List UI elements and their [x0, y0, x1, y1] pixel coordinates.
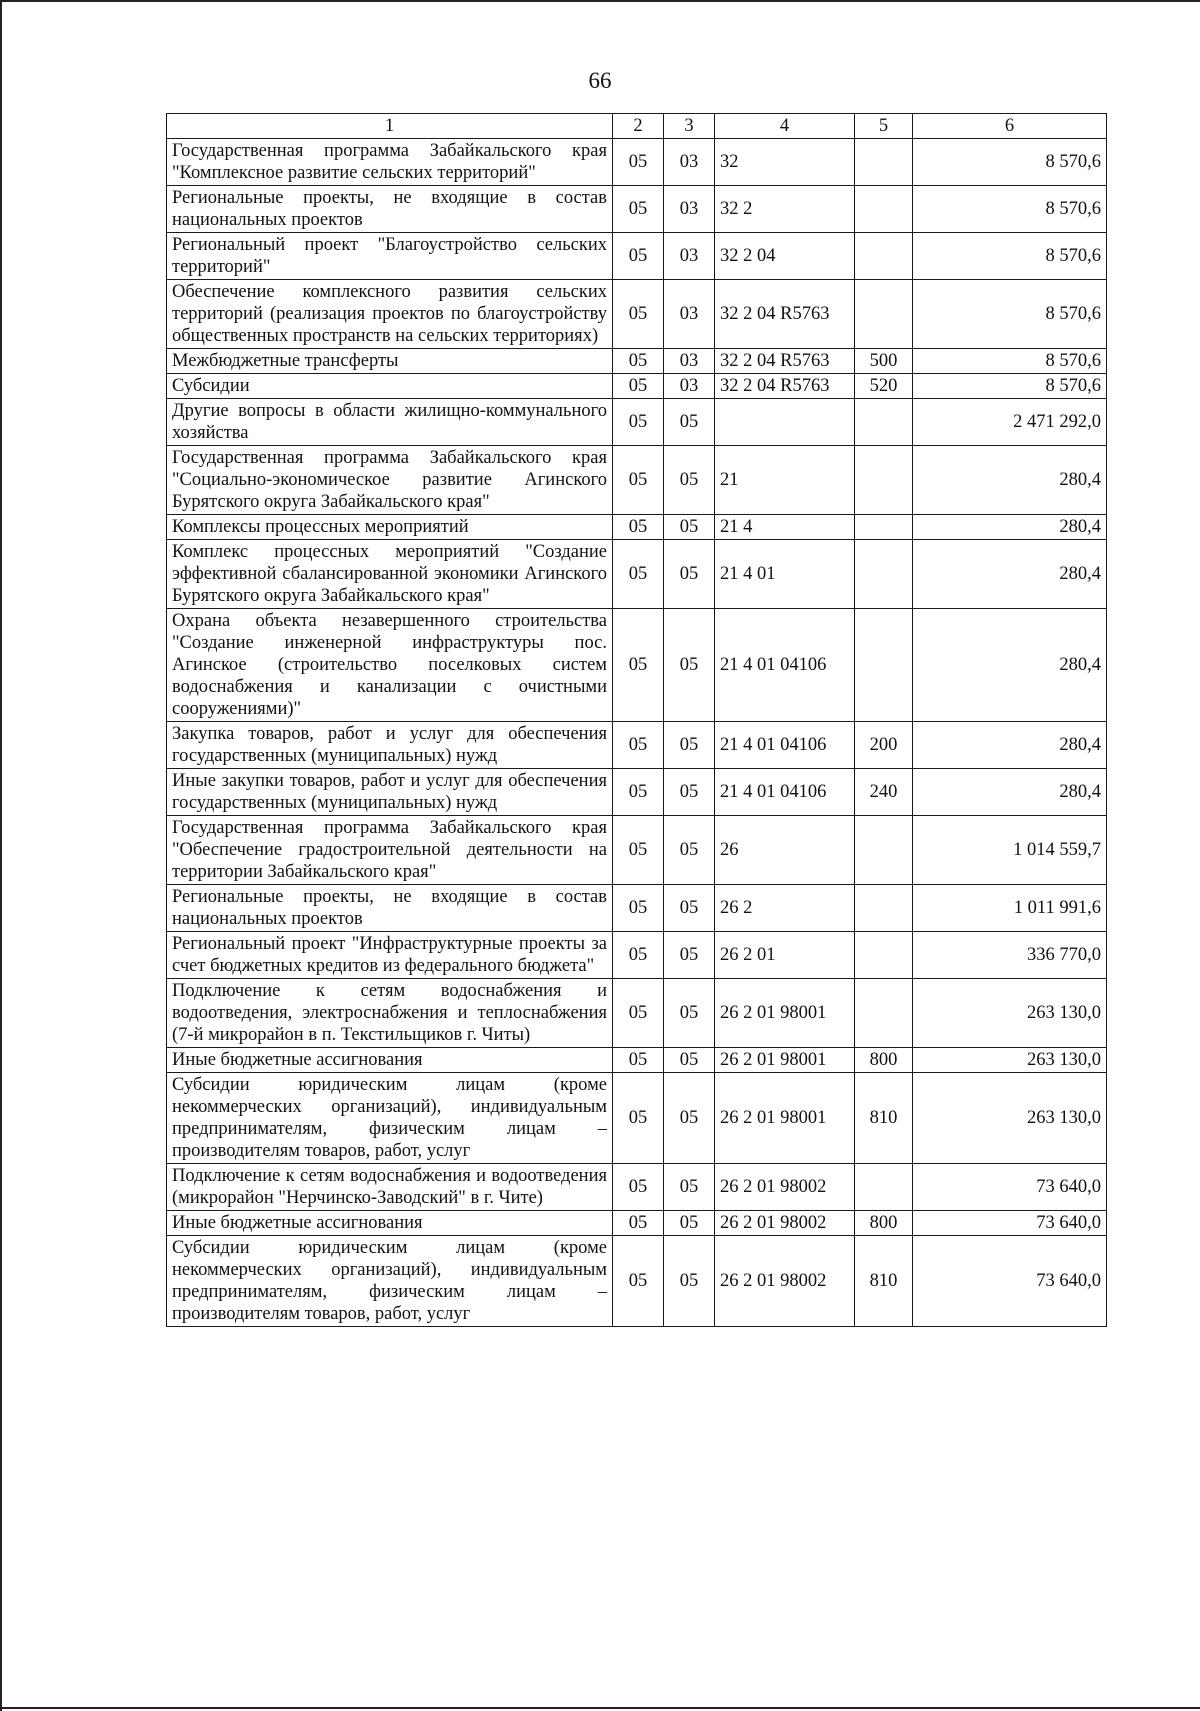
row-expense-type-cell — [855, 186, 913, 233]
row-subsection-cell: 05 — [664, 1164, 715, 1211]
row-target-article-cell: 26 2 01 98001 — [715, 1073, 855, 1164]
row-expense-type-cell: 800 — [855, 1211, 913, 1236]
row-section-cell: 05 — [613, 233, 664, 280]
row-subsection-cell: 05 — [664, 816, 715, 885]
row-subsection-cell: 05 — [664, 540, 715, 609]
row-target-article-cell: 26 2 01 98002 — [715, 1236, 855, 1327]
row-section-cell: 05 — [613, 722, 664, 769]
row-amount-cell: 280,4 — [913, 540, 1107, 609]
row-section-cell: 05 — [613, 374, 664, 399]
row-expense-type-cell — [855, 399, 913, 446]
row-subsection-cell: 05 — [664, 609, 715, 722]
row-subsection-cell: 03 — [664, 374, 715, 399]
row-section-cell: 05 — [613, 1073, 664, 1164]
table-body — [167, 139, 1107, 1327]
row-target-article-cell: 21 4 01 04106 — [715, 722, 855, 769]
row-target-article-cell: 32 2 04 R5763 — [715, 349, 855, 374]
row-target-article-cell: 32 2 04 R5763 — [715, 374, 855, 399]
row-expense-type-cell: 520 — [855, 374, 913, 399]
table-row — [167, 1164, 1107, 1211]
row-target-article-cell: 26 2 01 — [715, 932, 855, 979]
row-section-cell: 05 — [613, 540, 664, 609]
row-amount-cell: 8 570,6 — [913, 280, 1107, 349]
row-section-cell: 05 — [613, 1164, 664, 1211]
row-name-cell: Региональный проект "Благоустройство сельских территорий" — [167, 233, 613, 280]
row-expense-type-cell: 810 — [855, 1073, 913, 1164]
table-header-row — [167, 114, 1107, 139]
row-subsection-cell: 05 — [664, 885, 715, 932]
row-name-cell: Закупка товаров, работ и услуг для обеспечения государственных (муниципальных) нужд — [167, 722, 613, 769]
row-expense-type-cell: 810 — [855, 1236, 913, 1327]
row-amount-cell: 8 570,6 — [913, 186, 1107, 233]
table-row — [167, 979, 1107, 1048]
row-target-article-cell: 21 — [715, 446, 855, 515]
row-name-cell: Обеспечение комплексного развития сельских территорий (реализация проектов по благоустройству общественных пространств на сельских территориях) — [167, 280, 613, 349]
row-expense-type-cell — [855, 885, 913, 932]
row-amount-cell: 280,4 — [913, 722, 1107, 769]
row-section-cell: 05 — [613, 446, 664, 515]
row-name-cell: Другие вопросы в области жилищно-коммунального хозяйства — [167, 399, 613, 446]
table-row — [167, 722, 1107, 769]
row-amount-cell: 8 570,6 — [913, 233, 1107, 280]
row-target-article-cell: 26 2 — [715, 885, 855, 932]
row-name-cell: Государственная программа Забайкальского края "Комплексное развитие сельских территорий" — [167, 139, 613, 186]
row-name-cell: Региональные проекты, не входящие в состав национальных проектов — [167, 885, 613, 932]
row-subsection-cell: 03 — [664, 186, 715, 233]
row-subsection-cell: 03 — [664, 280, 715, 349]
row-expense-type-cell — [855, 280, 913, 349]
row-target-article-cell: 21 4 01 04106 — [715, 769, 855, 816]
row-expense-type-cell — [855, 446, 913, 515]
row-name-cell: Иные бюджетные ассигнования — [167, 1211, 613, 1236]
row-subsection-cell: 03 — [664, 139, 715, 186]
header-col-3: 3 — [664, 114, 715, 139]
row-section-cell: 05 — [613, 979, 664, 1048]
row-section-cell: 05 — [613, 515, 664, 540]
table-row — [167, 399, 1107, 446]
row-subsection-cell: 03 — [664, 233, 715, 280]
row-amount-cell: 336 770,0 — [913, 932, 1107, 979]
table-row — [167, 1073, 1107, 1164]
row-target-article-cell: 26 2 01 98001 — [715, 1048, 855, 1073]
row-amount-cell: 73 640,0 — [913, 1211, 1107, 1236]
row-amount-cell: 2 471 292,0 — [913, 399, 1107, 446]
row-target-article-cell: 32 2 04 — [715, 233, 855, 280]
row-target-article-cell: 32 2 04 R5763 — [715, 280, 855, 349]
table-row — [167, 374, 1107, 399]
row-target-article-cell: 21 4 01 04106 — [715, 609, 855, 722]
row-expense-type-cell — [855, 139, 913, 186]
row-expense-type-cell — [855, 609, 913, 722]
row-expense-type-cell — [855, 515, 913, 540]
row-amount-cell: 280,4 — [913, 609, 1107, 722]
row-name-cell: Комплексы процессных мероприятий — [167, 515, 613, 540]
row-target-article-cell — [715, 399, 855, 446]
row-subsection-cell: 05 — [664, 769, 715, 816]
row-section-cell: 05 — [613, 885, 664, 932]
row-expense-type-cell: 800 — [855, 1048, 913, 1073]
row-target-article-cell: 21 4 — [715, 515, 855, 540]
table-row — [167, 609, 1107, 722]
row-expense-type-cell — [855, 932, 913, 979]
row-expense-type-cell: 500 — [855, 349, 913, 374]
row-name-cell: Иные закупки товаров, работ и услуг для обеспечения государственных (муниципальных) нужд — [167, 769, 613, 816]
table-row — [167, 515, 1107, 540]
row-section-cell: 05 — [613, 1048, 664, 1073]
row-section-cell: 05 — [613, 280, 664, 349]
row-amount-cell: 280,4 — [913, 515, 1107, 540]
row-target-article-cell: 32 2 — [715, 186, 855, 233]
header-col-1: 1 — [167, 114, 613, 139]
table-row — [167, 280, 1107, 349]
table-row — [167, 769, 1107, 816]
header-col-4: 4 — [715, 114, 855, 139]
row-subsection-cell: 05 — [664, 446, 715, 515]
row-expense-type-cell: 240 — [855, 769, 913, 816]
row-expense-type-cell — [855, 540, 913, 609]
table-row — [167, 446, 1107, 515]
row-name-cell: Региональный проект "Инфраструктурные проекты за счет бюджетных кредитов из федерального бюджета" — [167, 932, 613, 979]
row-amount-cell: 1 011 991,6 — [913, 885, 1107, 932]
header-col-6: 6 — [913, 114, 1107, 139]
row-section-cell: 05 — [613, 349, 664, 374]
row-section-cell: 05 — [613, 186, 664, 233]
row-target-article-cell: 21 4 01 — [715, 540, 855, 609]
row-name-cell: Региональные проекты, не входящие в состав национальных проектов — [167, 186, 613, 233]
row-section-cell: 05 — [613, 769, 664, 816]
row-name-cell: Межбюджетные трансферты — [167, 349, 613, 374]
row-amount-cell: 280,4 — [913, 446, 1107, 515]
row-section-cell: 05 — [613, 139, 664, 186]
row-target-article-cell: 26 — [715, 816, 855, 885]
table-row — [167, 139, 1107, 186]
row-expense-type-cell — [855, 1164, 913, 1211]
row-section-cell: 05 — [613, 816, 664, 885]
row-name-cell: Подключение к сетям водоснабжения и водоотведения (микрорайон "Нерчинско-Заводский" в г. Чите) — [167, 1164, 613, 1211]
row-expense-type-cell — [855, 979, 913, 1048]
row-amount-cell: 8 570,6 — [913, 349, 1107, 374]
table-row — [167, 1211, 1107, 1236]
row-target-article-cell: 26 2 01 98002 — [715, 1164, 855, 1211]
row-target-article-cell: 26 2 01 98002 — [715, 1211, 855, 1236]
row-expense-type-cell — [855, 233, 913, 280]
row-subsection-cell: 05 — [664, 1236, 715, 1327]
row-subsection-cell: 05 — [664, 979, 715, 1048]
table-row — [167, 186, 1107, 233]
row-name-cell: Субсидии юридическим лицам (кроме некоммерческих организаций), индивидуальным предпринимателям, физическим лицам – производителям товаров, работ, услуг — [167, 1236, 613, 1327]
row-amount-cell: 263 130,0 — [913, 979, 1107, 1048]
row-subsection-cell: 05 — [664, 515, 715, 540]
row-expense-type-cell — [855, 816, 913, 885]
page-number: 66 — [588, 68, 612, 93]
table-row — [167, 1048, 1107, 1073]
row-section-cell: 05 — [613, 932, 664, 979]
row-section-cell: 05 — [613, 1211, 664, 1236]
row-name-cell: Комплекс процессных мероприятий "Создание эффективной сбалансированной экономики Агинского Бурятского округа Забайкальского края" — [167, 540, 613, 609]
row-subsection-cell: 03 — [664, 349, 715, 374]
row-section-cell: 05 — [613, 1236, 664, 1327]
row-amount-cell: 73 640,0 — [913, 1236, 1107, 1327]
row-amount-cell: 263 130,0 — [913, 1073, 1107, 1164]
row-name-cell: Охрана объекта незавершенного строительства "Создание инженерной инфраструктуры пос. Агинское (строительство поселковых систем водоснабжения и канализации с очистными сооружениями)" — [167, 609, 613, 722]
row-name-cell: Иные бюджетные ассигнования — [167, 1048, 613, 1073]
row-name-cell: Субсидии юридическим лицам (кроме некоммерческих организаций), индивидуальным предпринимателям, физическим лицам – производителям товаров, работ, услуг — [167, 1073, 613, 1164]
row-subsection-cell: 05 — [664, 1048, 715, 1073]
row-subsection-cell: 05 — [664, 1211, 715, 1236]
row-subsection-cell: 05 — [664, 1073, 715, 1164]
row-subsection-cell: 05 — [664, 722, 715, 769]
table-row — [167, 349, 1107, 374]
table-row — [167, 233, 1107, 280]
table-row — [167, 1236, 1107, 1327]
row-subsection-cell: 05 — [664, 399, 715, 446]
table-row — [167, 816, 1107, 885]
row-name-cell: Государственная программа Забайкальского края "Обеспечение градостроительной деятельности на территории Забайкальского края" — [167, 816, 613, 885]
row-target-article-cell: 32 — [715, 139, 855, 186]
row-amount-cell: 280,4 — [913, 769, 1107, 816]
scan-border-bottom — [0, 1707, 1200, 1709]
row-section-cell: 05 — [613, 609, 664, 722]
table-row — [167, 932, 1107, 979]
row-amount-cell: 1 014 559,7 — [913, 816, 1107, 885]
scan-border-left — [0, 0, 2, 1711]
header-col-2: 2 — [613, 114, 664, 139]
row-name-cell: Субсидии — [167, 374, 613, 399]
row-target-article-cell: 26 2 01 98001 — [715, 979, 855, 1048]
row-expense-type-cell: 200 — [855, 722, 913, 769]
table-row — [167, 540, 1107, 609]
table-row — [167, 885, 1107, 932]
scan-border-top — [0, 0, 1200, 2]
row-amount-cell: 73 640,0 — [913, 1164, 1107, 1211]
row-name-cell: Государственная программа Забайкальского края "Социально-экономическое развитие Агинского Бурятского округа Забайкальского края" — [167, 446, 613, 515]
row-section-cell: 05 — [613, 399, 664, 446]
row-subsection-cell: 05 — [664, 932, 715, 979]
row-amount-cell: 8 570,6 — [913, 139, 1107, 186]
row-name-cell: Подключение к сетям водоснабжения и водоотведения, электроснабжения и теплоснабжения (7-й микрорайон в п. Текстильщиков г. Читы) — [167, 979, 613, 1048]
row-amount-cell: 263 130,0 — [913, 1048, 1107, 1073]
budget-table — [166, 113, 1107, 1327]
header-col-5: 5 — [855, 114, 913, 139]
row-amount-cell: 8 570,6 — [913, 374, 1107, 399]
